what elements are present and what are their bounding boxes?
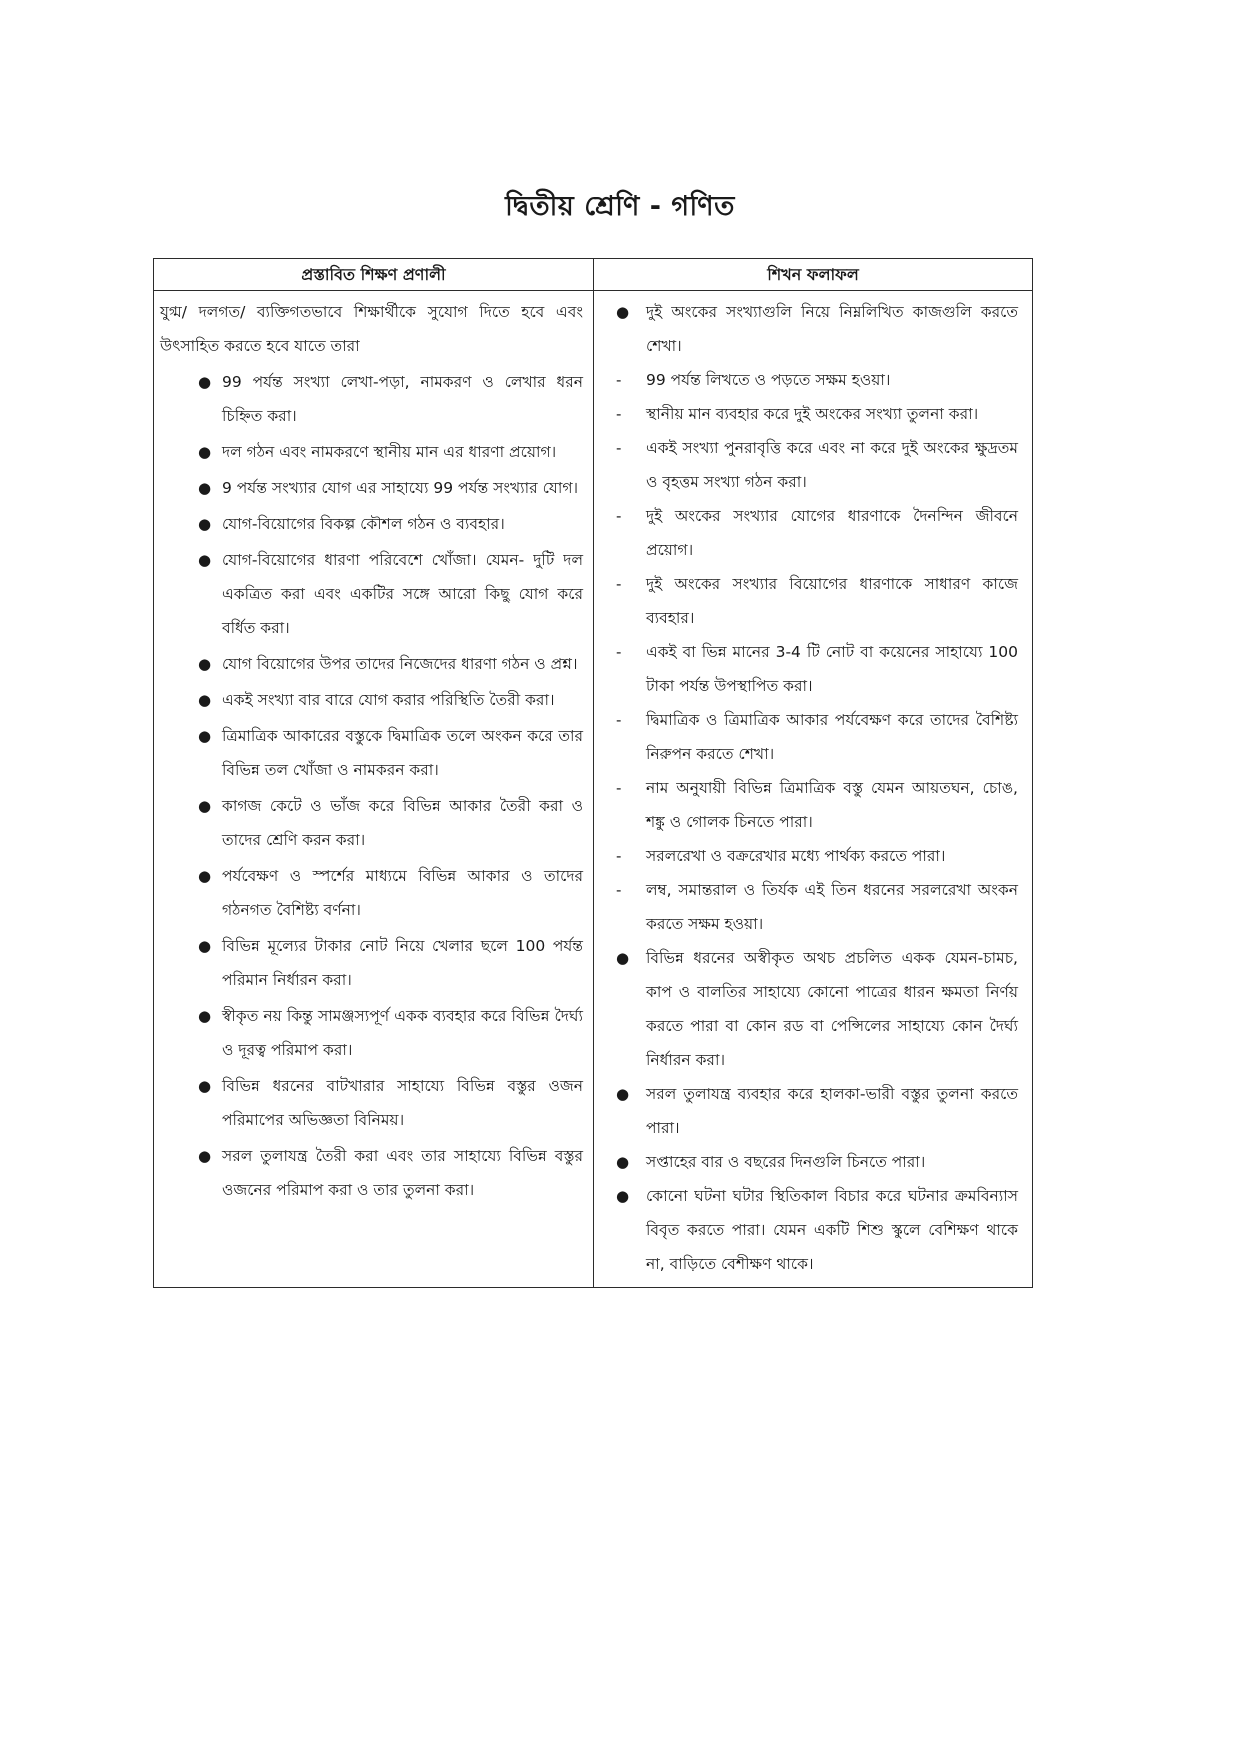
bullet-icon: ● <box>616 949 630 967</box>
bullet-icon: ● <box>616 1153 630 1171</box>
teaching-method-text: একই সংখ্যা বার বারে যোগ করার পরিস্থিতি তৈরী করা। <box>222 691 555 709</box>
bullet-icon: ● <box>198 443 212 461</box>
learning-outcome-text: সপ্তাহের বার ও বছরের দিনগুলি চিনতে পারা। <box>646 1153 926 1171</box>
learning-outcome-item <box>604 873 1018 941</box>
learning-outcome-text: স্থানীয় মান ব্যবহার করে দুই অংকের সংখ্যা তুলনা করা। <box>646 405 979 423</box>
teaching-method-text: 9 পর্যন্ত সংখ্যার যোগ এর সাহায্যে 99 পর্যন্ত সংখ্যার যোগ। <box>222 479 579 497</box>
teaching-method-text: কাগজ কেটে ও ভাঁজ করে বিভিন্ন আকার তৈরী করা ও তাদের শ্রেণি করন করা। <box>222 797 583 849</box>
teaching-method-text: পর্যবেক্ষণ ও স্পর্শের মাধ্যমে বিভিন্ন আকার ও তাদের গঠনগত বৈশিষ্ট্য বর্ণনা। <box>222 867 583 919</box>
learning-outcome-text: কোনো ঘটনা ঘটার স্থিতিকাল বিচার করে ঘটনার ক্রমবিন্যাস বিবৃত করতে পারা। যেমন একটি শিশু স্কুলে বেশিক্ষণ থাকে না, বাড়িতে বেশীক্ষণ থাকে। <box>646 1187 1018 1273</box>
teaching-method-item <box>160 1139 583 1207</box>
teaching-method-text: দল গঠন এবং নামকরণে স্থানীয় মান এর ধারণা প্রয়োগ। <box>222 443 557 461</box>
left-column-header: প্রস্তাবিত শিক্ষণ প্রণালী <box>154 259 594 291</box>
learning-outcome-item <box>604 431 1018 499</box>
learning-outcome-item <box>604 1145 1018 1179</box>
teaching-methods-intro: যুগ্ম/ দলগত/ ব্যক্তিগতভাবে শিক্ষার্থীকে সুযোগ দিতে হবে এবং উৎসাহিত করতে হবে যাতে তারা <box>160 303 583 355</box>
learning-outcome-text: লম্ব, সমান্তরাল ও তির্যক এই তিন ধরনের সরলরেখা অংকন করতে সক্ষম হওয়া। <box>646 881 1018 933</box>
dash-marker: - <box>616 847 622 865</box>
teaching-method-item <box>160 471 583 505</box>
learning-outcome-item <box>604 703 1018 771</box>
bullet-icon: ● <box>198 691 212 709</box>
learning-outcome-item <box>604 635 1018 703</box>
dash-marker: - <box>616 711 622 729</box>
learning-outcome-item <box>604 295 1018 363</box>
teaching-method-text: যোগ-বিয়োগের ধারণা পরিবেশে খোঁজা। যেমন- দুটি দল একত্রিত করা এবং একটির সঙ্গে আরো কিছু যোগ করে বর্ধিত করা। <box>222 551 583 637</box>
bullet-icon: ● <box>198 1147 212 1165</box>
teaching-method-item <box>160 929 583 997</box>
dash-marker: - <box>616 371 622 389</box>
learning-outcome-item <box>604 363 1018 397</box>
learning-outcome-text: একই বা ভিন্ন মানের 3-4 টি নোট বা কয়েনের সাহায্যে 100 টাকা পর্যন্ত উপস্থাপিত করা। <box>646 643 1018 695</box>
table-header-row <box>154 259 1033 291</box>
dash-marker: - <box>616 575 622 593</box>
teaching-method-text: বিভিন্ন মূল্যের টাকার নোট নিয়ে খেলার ছলে 100 পর্যন্ত পরিমান নির্ধারন করা। <box>222 937 583 989</box>
learning-outcome-text: দুই অংকের সংখ্যাগুলি নিয়ে নিম্নলিখিত কাজগুলি করতে শেখা। <box>646 303 1018 355</box>
dash-marker: - <box>616 643 622 661</box>
dash-marker: - <box>616 439 622 457</box>
dash-marker: - <box>616 507 622 525</box>
teaching-method-item <box>160 647 583 681</box>
bullet-icon: ● <box>198 551 212 569</box>
learning-outcome-text: দুই অংকের সংখ্যার যোগের ধারণাকে দৈনন্দিন জীবনে প্রয়োগ। <box>646 507 1018 559</box>
learning-outcome-item <box>604 1179 1018 1281</box>
right-column-header: শিখন ফলাফল <box>594 259 1033 291</box>
teaching-method-item <box>160 683 583 717</box>
teaching-method-item <box>160 789 583 857</box>
bullet-icon: ● <box>198 797 212 815</box>
learning-outcome-text: 99 পর্যন্ত লিখতে ও পড়তে সক্ষম হওয়া। <box>646 371 891 389</box>
learning-outcome-text: সরল তুলাযন্ত্র ব্যবহার করে হালকা-ভারী বস্তুর তুলনা করতে পারা। <box>646 1085 1018 1137</box>
bullet-icon: ● <box>616 1187 630 1205</box>
learning-outcome-text: নাম অনুযায়ী বিভিন্ন ত্রিমাত্রিক বস্তু যেমন আয়তঘন, চোঙ, শঙ্কু ও গোলক চিনতে পারা। <box>646 779 1018 831</box>
curriculum-table <box>153 258 1033 1288</box>
learning-outcome-item <box>604 397 1018 431</box>
learning-outcome-text: দ্বিমাত্রিক ও ত্রিমাত্রিক আকার পর্যবেক্ষণ করে তাদের বৈশিষ্ট্য নিরুপন করতে শেখা। <box>646 711 1018 763</box>
teaching-method-text: স্বীকৃত নয় কিন্তু সামঞ্জস্যপূর্ণ একক ব্যবহার করে বিভিন্ন দৈর্ঘ্য ও দূরত্ব পরিমাপ করা। <box>222 1007 583 1059</box>
bullet-icon: ● <box>616 1085 630 1103</box>
teaching-method-item <box>160 999 583 1067</box>
bullet-icon: ● <box>198 479 212 497</box>
learning-outcome-item <box>604 499 1018 567</box>
dash-marker: - <box>616 881 622 899</box>
learning-outcome-item <box>604 771 1018 839</box>
page-title: দ্বিতীয় শ্রেণি - গণিত <box>505 191 735 222</box>
teaching-methods-cell <box>154 291 594 1288</box>
learning-outcome-item <box>604 567 1018 635</box>
teaching-methods-list <box>160 365 583 1207</box>
teaching-method-item <box>160 1069 583 1137</box>
bullet-icon: ● <box>198 515 212 533</box>
bullet-icon: ● <box>198 937 212 955</box>
learning-outcome-text: একই সংখ্যা পুনরাবৃত্তি করে এবং না করে দুই অংকের ক্ষুদ্রতম ও বৃহত্তম সংখ্যা গঠন করা। <box>646 439 1018 491</box>
table-body-row <box>154 291 1033 1288</box>
bullet-icon: ● <box>198 1007 212 1025</box>
teaching-method-text: যোগ বিয়োগের উপর তাদের নিজেদের ধারণা গঠন ও প্রশ্ন। <box>222 655 578 673</box>
learning-outcome-text: দুই অংকের সংখ্যার বিয়োগের ধারণাকে সাধারণ কাজে ব্যবহার। <box>646 575 1018 627</box>
teaching-method-text: ত্রিমাত্রিক আকারের বস্তুকে দ্বিমাত্রিক তলে অংকন করে তার বিভিন্ন তল খোঁজা ও নামকরন করা। <box>222 727 583 779</box>
learning-outcome-item <box>604 839 1018 873</box>
bullet-icon: ● <box>198 867 212 885</box>
learning-outcomes-list <box>604 295 1018 1281</box>
teaching-method-item <box>160 543 583 645</box>
bullet-icon: ● <box>198 1077 212 1095</box>
teaching-method-item <box>160 507 583 541</box>
teaching-method-text: 99 পর্যন্ত সংখ্যা লেখা-পড়া, নামকরণ ও লেখার ধরন চিহ্নিত করা। <box>222 373 583 425</box>
bullet-icon: ● <box>198 655 212 673</box>
teaching-method-item <box>160 435 583 469</box>
learning-outcome-item <box>604 1077 1018 1145</box>
teaching-method-text: বিভিন্ন ধরনের বাটখারার সাহায্যে বিভিন্ন বস্তুর ওজন পরিমাপের অভিজ্ঞতা বিনিময়। <box>222 1077 583 1129</box>
teaching-method-item <box>160 365 583 433</box>
bullet-icon: ● <box>198 373 212 391</box>
dash-marker: - <box>616 779 622 797</box>
learning-outcome-item <box>604 941 1018 1077</box>
teaching-method-text: সরল তুলাযন্ত্র তৈরী করা এবং তার সাহায্যে বিভিন্ন বস্তুর ওজনের পরিমাপ করা ও তার তুলনা করা। <box>222 1147 583 1199</box>
learning-outcomes-cell <box>594 291 1033 1288</box>
learning-outcome-text: বিভিন্ন ধরনের অস্বীকৃত অথচ প্রচলিত একক যেমন-চামচ, কাপ ও বালতির সাহায্যে কোনো পাত্রের ধারন ক্ষমতা নির্ণয় করতে পারা বা কোন রড বা পেন্সিলের সাহায্যে কোন দৈর্ঘ্য নির্ধারন করা। <box>646 949 1018 1069</box>
teaching-method-item <box>160 719 583 787</box>
teaching-method-item <box>160 859 583 927</box>
learning-outcome-text: সরলরেখা ও বক্ররেখার মধ্যে পার্থক্য করতে পারা। <box>646 847 946 865</box>
teaching-method-text: যোগ-বিয়োগের বিকল্প কৌশল গঠন ও ব্যবহার। <box>222 515 505 533</box>
bullet-icon: ● <box>198 727 212 745</box>
bullet-icon: ● <box>616 303 630 321</box>
dash-marker: - <box>616 405 622 423</box>
